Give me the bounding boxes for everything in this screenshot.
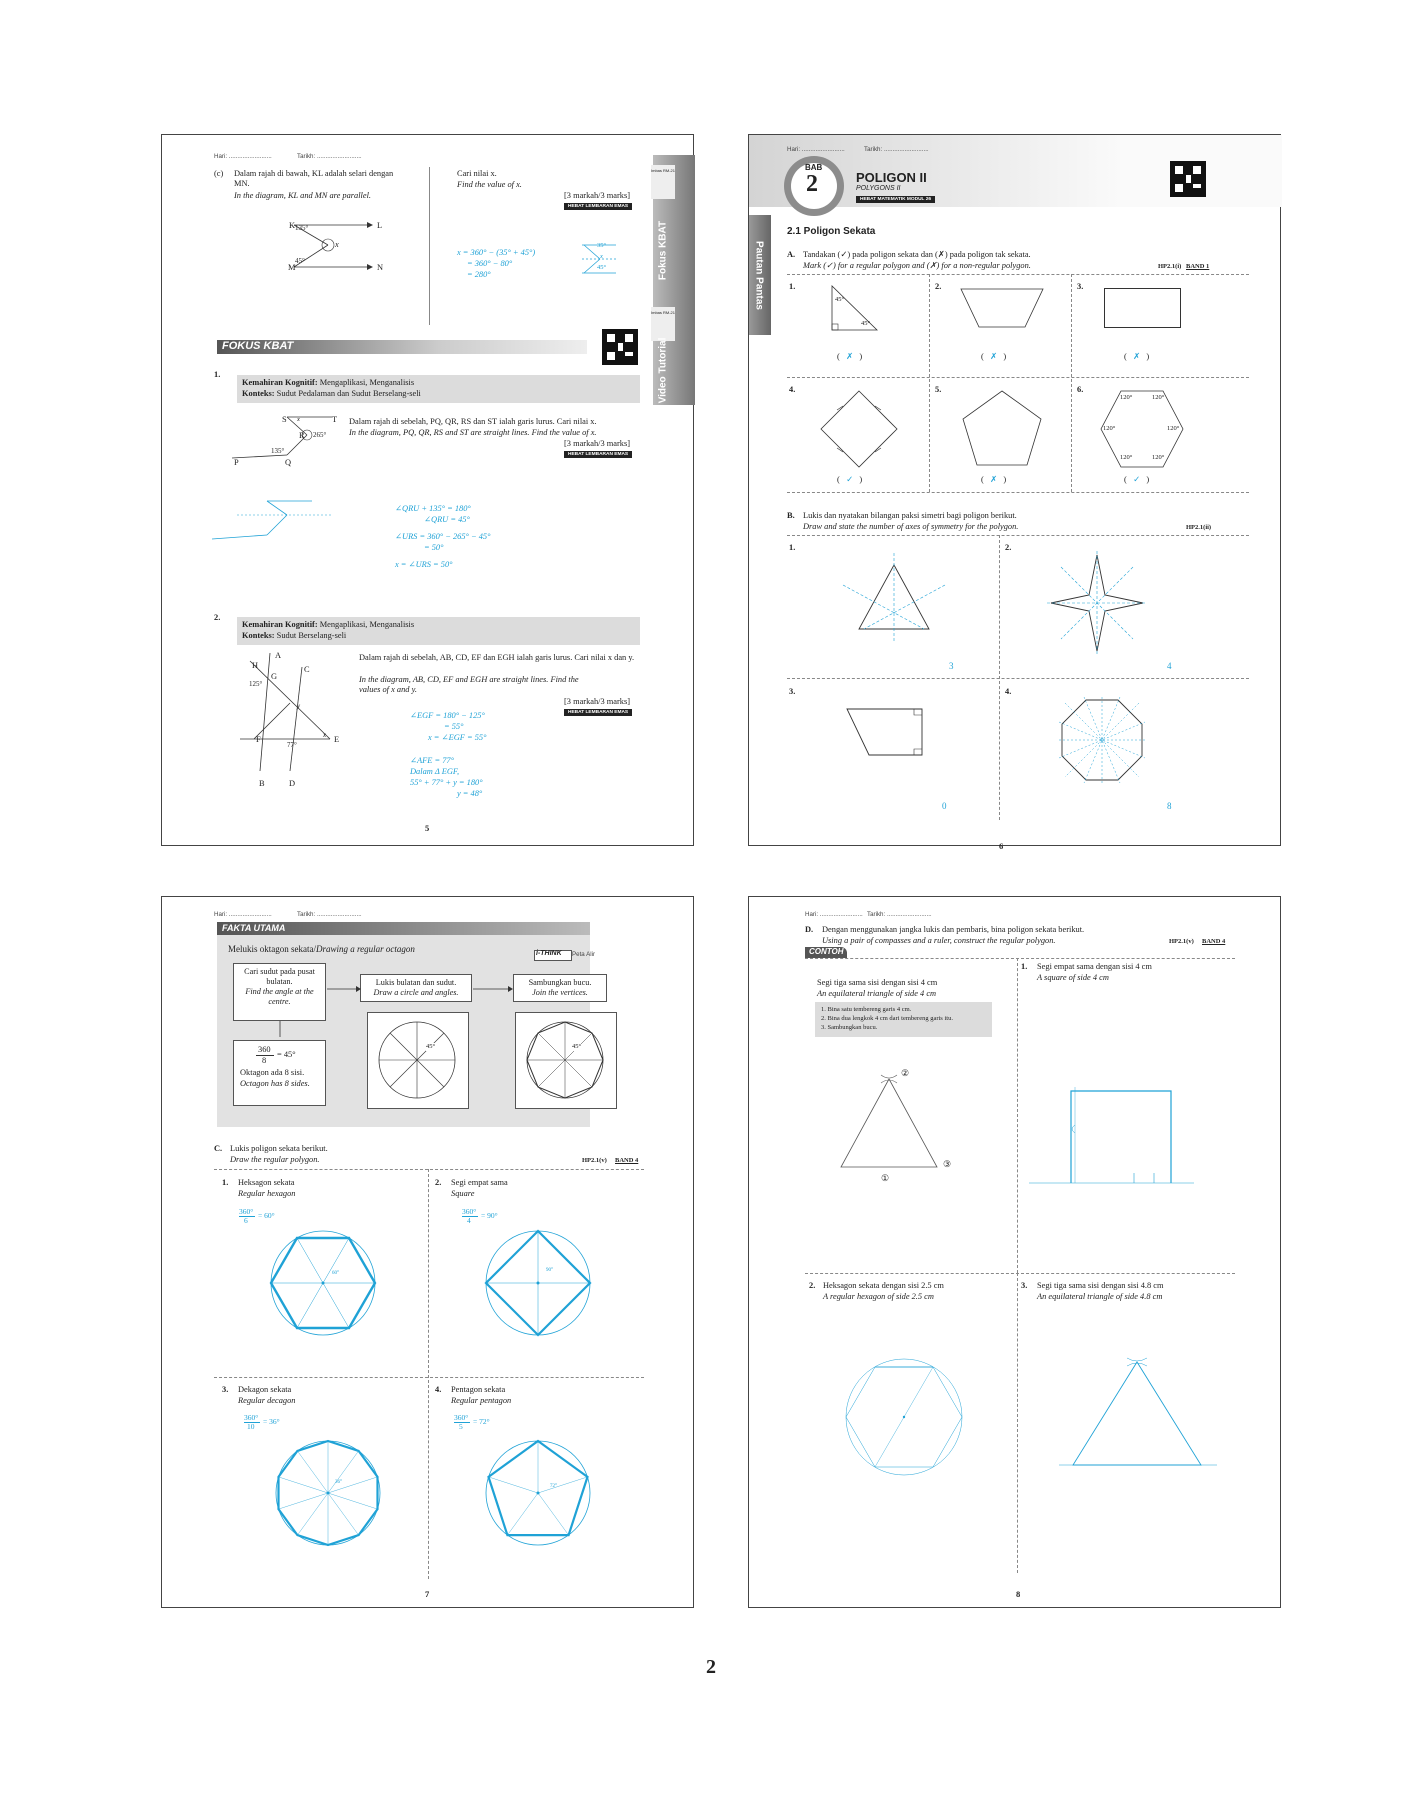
star-symmetry-figure xyxy=(1047,551,1147,655)
q1-answer-line5: x = ∠URS = 50° xyxy=(395,560,453,569)
q2-konteks-text: Sudut Berselang-seli xyxy=(276,631,347,640)
partD-band: BAND 4 xyxy=(1202,938,1226,945)
q2-text: Dalam rajah di sebelah, AB, CD, EF dan EGH ialah garis lurus. Cari nilai x dan y. xyxy=(359,653,635,662)
partB-item1-num: 1. xyxy=(789,543,796,552)
q1-kemahiran xyxy=(242,378,414,388)
partC-item2-fig-angle: 90° xyxy=(546,1268,553,1273)
imbas-tag: Imbas RM-21 xyxy=(651,165,675,199)
q1-kemahiran-label: Kemahiran Kognitif: xyxy=(242,378,318,387)
partA-item6-mark: ✓ xyxy=(1133,475,1141,484)
partA-item6-num: 6. xyxy=(1077,385,1084,394)
q1-label-r: R xyxy=(299,431,305,440)
flow-box-3-text: Sambungkan bucu. xyxy=(528,978,592,987)
decagon-construction xyxy=(272,1437,384,1549)
imbas-tag-2: Imbas RM-21 xyxy=(651,307,675,341)
irregular-quad-figure xyxy=(844,705,934,765)
triangle-construction xyxy=(1059,1352,1219,1477)
label-k: K xyxy=(289,221,296,230)
tarikh-field: Tarikh: .......................... xyxy=(297,153,362,160)
flow-box-1-text: Cari sudut pada pusat bulatan. xyxy=(244,967,315,986)
partC-item1-frac-num: 360° xyxy=(239,1207,254,1216)
q2-kemahiran xyxy=(242,620,414,630)
divider xyxy=(787,274,1249,275)
chapter-title: POLIGON II xyxy=(856,170,927,185)
page-number: 8 xyxy=(1016,1589,1021,1599)
partC-item4-result: = 72° xyxy=(473,1417,490,1426)
q1-answer-line2: ∠QRU = 45° xyxy=(424,515,470,524)
flow-box-1-text-en: Find the angle at the centre. xyxy=(245,986,314,1006)
q1-kemahiran-text: Mengaplikasi, Menganalisis xyxy=(319,378,415,387)
partA-item5-mark: ✗ xyxy=(990,475,998,484)
partD-item1-name-en: A square of side 4 cm xyxy=(1037,973,1109,982)
bab-label: BAB xyxy=(805,163,823,172)
qr-code[interactable] xyxy=(1170,161,1206,197)
step-mark-3: ③ xyxy=(943,1159,952,1169)
question-c-find: Cari nilai x. xyxy=(457,169,497,178)
section-title: 2.1 Poligon Sekata xyxy=(787,226,876,237)
q2-kemahiran-label: Kemahiran Kognitif: xyxy=(242,620,318,629)
partA-item6-angle-bl: 120° xyxy=(1120,454,1133,461)
hari-field: Hari: ......................... xyxy=(805,911,863,918)
q1-text-en: In the diagram, PQ, QR, RS and ST are straight lines. Find the value of x. xyxy=(349,428,597,437)
hari-field: Hari: ......................... xyxy=(787,146,845,153)
flow-box-2-text: Lukis bulatan dan sudut. xyxy=(375,978,457,987)
partA-item1-mark: ✗ xyxy=(846,352,854,361)
partD-hp: HP2.1(v) xyxy=(1169,938,1194,945)
divider xyxy=(787,535,1249,536)
partD-item1-name: Segi empat sama dengan sisi 4 cm xyxy=(1037,962,1152,971)
q2-answer-line6: 55° + 77° + y = 180° xyxy=(410,778,483,787)
q1-konteks-text: Sudut Pedalaman dan Sudut Berselang-seli xyxy=(276,389,421,398)
hexagon-construction xyxy=(834,1355,974,1479)
step-2: 2. Bina dua lengkok 4 cm dari tembereng garis itu. xyxy=(821,1015,953,1022)
q2-konteks xyxy=(242,631,346,641)
partC-label: C. xyxy=(214,1144,223,1153)
hari-field: Hari: ......................... xyxy=(214,153,272,160)
flow-arrow-down xyxy=(275,1021,285,1041)
partC-item3-frac-den: 10 xyxy=(247,1422,255,1431)
partA-item4-mark: ✓ xyxy=(846,475,854,484)
q1-label-t: T xyxy=(332,415,338,424)
q2-text-en: In the diagram, AB, CD, EF and EGH are straight lines. Find the values of x and y. xyxy=(359,675,579,695)
partC-item1-name: Heksagon sekata xyxy=(238,1178,295,1187)
q1-answer-line4: = 50° xyxy=(424,543,444,552)
q1-badge: HEBAT LEMBARAN EMAS xyxy=(564,451,632,458)
page-number: 6 xyxy=(999,841,1004,851)
step-mark-1: ① xyxy=(881,1173,890,1183)
partB-item4-num: 4. xyxy=(1005,687,1012,696)
partD-item2-name: Heksagon sekata dengan sisi 2.5 cm xyxy=(823,1281,944,1290)
answer-c-line2: = 360° − 80° xyxy=(467,259,513,268)
q2-label-h: H xyxy=(252,661,259,670)
divider xyxy=(805,1273,1235,1274)
octagon-symmetry-figure xyxy=(1059,697,1145,783)
partD-label: D. xyxy=(805,925,814,934)
partA-item2-answer: ( ✗ ) xyxy=(981,352,1007,361)
modul-badge: HEBAT MATEMATIK MODUL 26 xyxy=(856,196,935,203)
q1-label-x: x xyxy=(297,416,300,423)
q2-answer-line2: = 55° xyxy=(444,722,464,731)
divider xyxy=(805,958,1235,959)
q1-label-135: 135° xyxy=(271,447,285,455)
divider xyxy=(1071,274,1072,492)
q2-label-g: G xyxy=(271,672,278,681)
partA-item4-answer: ( ✓ ) xyxy=(837,475,863,484)
divider xyxy=(214,1377,644,1378)
divider xyxy=(428,1169,429,1579)
chapter-number: 2 xyxy=(806,171,818,197)
page-number: 5 xyxy=(425,823,430,833)
q1-answer-diagram xyxy=(212,497,357,549)
flow-box-1 xyxy=(233,963,326,1021)
page-5 xyxy=(161,134,694,846)
partD-item1-num: 1. xyxy=(1021,962,1028,971)
question-c-label: (c) xyxy=(214,169,224,178)
tarikh-field: Tarikh: .......................... xyxy=(864,146,929,153)
ithink-label: i-THINK xyxy=(536,950,562,957)
partC-item3-num: 3. xyxy=(222,1385,229,1394)
partC-item4-fig-angle: 72° xyxy=(550,1484,557,1489)
partA-item1-angle2: 45° xyxy=(861,320,871,327)
partC-item2-frac-num: 360° xyxy=(462,1207,477,1216)
divider xyxy=(929,274,930,492)
partA-item6-angle-tl: 120° xyxy=(1120,394,1133,401)
step3-angle-label: 45° xyxy=(572,1043,582,1050)
step2-angle-label: 45° xyxy=(426,1043,436,1050)
partC-text: Lukis poligon sekata berikut. xyxy=(230,1144,328,1153)
partC-item4-name: Pentagon sekata xyxy=(451,1385,506,1394)
tab-video-tutorial[interactable] xyxy=(653,337,678,405)
partB-item2-num: 2. xyxy=(1005,543,1012,552)
divider xyxy=(999,535,1000,820)
partC-item4-num: 4. xyxy=(435,1385,442,1394)
partA-item1-angle1: 45° xyxy=(835,296,845,303)
partA-item3-num: 3. xyxy=(1077,282,1084,291)
partA-item6-angle-tr: 120° xyxy=(1152,394,1165,401)
q2-label-c: C xyxy=(304,665,310,674)
partC-item1-fig-angle: 60° xyxy=(332,1271,339,1276)
q1-konteks xyxy=(242,389,421,399)
partD-text-en: Using a pair of compasses and a ruler, construct the regular polygon. xyxy=(822,936,1056,945)
rectangle-shape xyxy=(1104,288,1181,328)
pentagon-shape xyxy=(957,387,1047,471)
circle-angles-figure xyxy=(372,1016,462,1104)
divider xyxy=(1017,1273,1018,1573)
sheet-number: 2 xyxy=(706,1656,716,1678)
q2-marks: [3 markah/3 marks] xyxy=(564,697,631,706)
question-c-text: Dalam rajah di bawah, KL adalah selari dengan MN. xyxy=(234,169,394,189)
partC-item2-num: 2. xyxy=(435,1178,442,1187)
fokus-kbat-title: FOKUS KBAT xyxy=(222,340,294,352)
question-c-find-en: Find the value of x. xyxy=(457,180,522,189)
q2-label-a: A xyxy=(275,651,282,660)
q2-answer-line7: y = 48° xyxy=(457,789,483,798)
partD-item3-num: 3. xyxy=(1021,1281,1028,1290)
q1-konteks-label: Konteks: xyxy=(242,389,275,398)
q1-number: 1. xyxy=(214,370,221,379)
example-title: Segi tiga sama sisi dengan sisi 4 cm xyxy=(817,978,938,987)
partA-item6-answer: ( ✓ ) xyxy=(1124,475,1150,484)
q2-answer-line3: x = ∠EGF = 55° xyxy=(428,733,487,742)
partA-text-en: Mark (✓) for a regular polygon and (✗) for a non-regular polygon. xyxy=(803,261,1031,270)
label-45: 45° xyxy=(295,257,305,265)
partC-band: BAND 4 xyxy=(615,1157,639,1164)
q2-answer-line5: Dalam Δ EGF, xyxy=(410,767,460,776)
partD-item3-name: Segi tiga sama sisi dengan sisi 4.8 cm xyxy=(1037,1281,1164,1290)
fakta-heading-my: Melukis oktagon sekata/ xyxy=(228,944,316,954)
partB-text-en: Draw and state the number of axes of symmetry for the polygon. xyxy=(803,522,1019,531)
partA-hp: HP2.1(i) xyxy=(1158,263,1182,270)
partA-item1-num: 1. xyxy=(789,282,796,291)
partC-item3-frac-num: 360° xyxy=(244,1413,259,1422)
partC-item2-result: = 90° xyxy=(481,1211,498,1220)
q2-answer-line4: ∠AFE = 77° xyxy=(410,756,454,765)
calc-text-en: Octagon has 8 sides. xyxy=(240,1079,310,1088)
label-l: L xyxy=(377,221,383,230)
calc-denominator: 8 xyxy=(262,1056,267,1065)
q2-label-y: y xyxy=(297,702,301,710)
partB-hp: HP2.1(ii) xyxy=(1186,524,1212,531)
partA-item2-num: 2. xyxy=(935,282,942,291)
partD-item2-num: 2. xyxy=(809,1281,816,1290)
q2-number: 2. xyxy=(214,613,221,622)
q2-konteks-label: Konteks: xyxy=(242,631,275,640)
q1-answer-line3: ∠URS = 360° − 265° − 45° xyxy=(395,532,491,541)
divider xyxy=(429,167,430,325)
divider xyxy=(787,377,1249,378)
fakta-heading xyxy=(228,944,415,955)
divider xyxy=(787,678,1249,679)
tab-pautan-pantas-label: Pautan Pantas xyxy=(753,241,765,310)
answer-c-x: x xyxy=(600,253,603,260)
partC-item1-name-en: Regular hexagon xyxy=(238,1189,296,1198)
flow-box-3 xyxy=(513,974,607,1002)
tarikh-field: Tarikh: .......................... xyxy=(867,911,932,918)
tarikh-field: Tarikh: .......................... xyxy=(297,911,362,918)
hexagon-construction xyxy=(267,1227,379,1339)
divider xyxy=(1017,958,1018,1273)
q2-answer-line1: ∠EGF = 180° − 125° xyxy=(410,711,485,720)
answer-c-35: 35° xyxy=(597,242,607,249)
qr-code[interactable] xyxy=(602,329,638,365)
partA-item5-num: 5. xyxy=(935,385,942,394)
trapezium-shape xyxy=(957,285,1047,333)
divider xyxy=(214,1169,644,1170)
square-construction xyxy=(482,1227,594,1339)
q2-label-e: E xyxy=(334,735,340,744)
marks: [3 markah/3 marks] xyxy=(564,191,631,200)
partB-item2-answer: 4 xyxy=(1167,661,1172,671)
tab-video-tutorial-label: Video Tutorial xyxy=(657,337,669,404)
partB-item1-answer: 3 xyxy=(949,661,954,671)
label-n: N xyxy=(377,263,384,272)
partC-item4-frac-num: 360° xyxy=(454,1413,469,1422)
partC-item2-name-en: Square xyxy=(451,1189,475,1198)
q1-label-p: P xyxy=(234,458,239,467)
q2-label-125: 125° xyxy=(249,680,263,688)
partA-item3-mark: ✗ xyxy=(1133,352,1141,361)
question-c-text-en: In the diagram, KL and MN are parallel. xyxy=(234,191,372,200)
step-mark-2: ② xyxy=(901,1068,910,1078)
label-x: x xyxy=(335,240,339,249)
flow-box-2-text-en: Draw a circle and angles. xyxy=(373,987,459,997)
example-title-en: An equilateral triangle of side 4 cm xyxy=(817,989,937,998)
calc-result: = 45° xyxy=(277,1050,296,1059)
q1-label-s: S xyxy=(282,415,287,424)
triangle-shape xyxy=(829,282,889,334)
tab-pautan-pantas[interactable] xyxy=(749,215,771,335)
partB-item4-answer: 8 xyxy=(1167,801,1172,811)
triangle-symmetry-figure xyxy=(839,547,949,645)
partA-item6-angle-br: 120° xyxy=(1152,454,1165,461)
partA-band: BAND 1 xyxy=(1186,263,1210,270)
label-m: M xyxy=(288,263,296,272)
page-number: 7 xyxy=(425,1589,430,1599)
partC-item3-name-en: Regular decagon xyxy=(238,1396,296,1405)
partC-item2-name: Segi empat sama xyxy=(451,1178,508,1187)
tab-fokus-kbat-label: Fokus KBAT xyxy=(657,220,669,281)
label-135: 135° xyxy=(295,224,309,232)
partC-item4-name-en: Regular pentagon xyxy=(451,1396,512,1405)
partC-text-en: Draw the regular polygon. xyxy=(230,1155,320,1164)
contoh-label: CONTOH xyxy=(809,947,844,956)
partC-item3-result: = 36° xyxy=(263,1417,280,1426)
square-construction xyxy=(1029,1085,1199,1195)
partC-item1-num: 1. xyxy=(222,1178,229,1187)
divider xyxy=(787,492,1249,493)
partA-item6-angle-r: 120° xyxy=(1167,425,1180,432)
tab-fokus-kbat[interactable] xyxy=(653,200,678,310)
fakta-title: FAKTA UTAMA xyxy=(222,923,286,933)
partB-text: Lukis dan nyatakan bilangan paksi simetri bagi poligon berikut. xyxy=(803,511,1017,520)
partB-item3-answer: 0 xyxy=(942,801,947,811)
partC-item1-frac-den: 6 xyxy=(244,1216,248,1225)
q2-label-x: x xyxy=(323,731,327,739)
partA-label: A. xyxy=(787,250,796,259)
calc-text: Oktagon ada 8 sisi. xyxy=(240,1068,305,1077)
q1-answer-line1: ∠QRU + 135° = 180° xyxy=(395,504,471,513)
page-8 xyxy=(748,896,1281,1608)
page-7 xyxy=(161,896,694,1608)
partA-item2-mark: ✗ xyxy=(990,352,998,361)
q1-label-q: Q xyxy=(285,458,292,467)
partD-item3-name-en: An equilateral triangle of side 4.8 cm xyxy=(1037,1292,1163,1301)
chapter-subtitle: POLYGONS II xyxy=(856,185,901,192)
partB-item3-num: 3. xyxy=(789,687,796,696)
q2-label-d: D xyxy=(289,779,296,788)
q2-badge: HEBAT LEMBARAN EMAS xyxy=(564,709,632,716)
partC-item3-fig-angle: 36° xyxy=(335,1480,342,1485)
peta-alir-label: Peta Alir xyxy=(572,951,596,958)
partA-item1-answer: ( ✗ ) xyxy=(837,352,863,361)
partB-label: B. xyxy=(787,511,795,520)
calc-numerator: 360 xyxy=(258,1045,271,1054)
answer-c-line1: x = 360° − (35° + 45°) xyxy=(457,248,536,257)
q2-kemahiran-text: Mengaplikasi, Menganalisis xyxy=(319,620,415,629)
page-6 xyxy=(748,134,1281,851)
answer-c-line3: = 280° xyxy=(467,270,491,279)
q2-label-f: F xyxy=(256,735,261,744)
flow-box-3-text-en: Join the vertices. xyxy=(532,987,588,997)
partC-item3-name: Dekagon sekata xyxy=(238,1385,292,1394)
rhombus-shape xyxy=(817,387,901,471)
q1-label-265: 265° xyxy=(313,431,327,439)
equilateral-triangle-construction xyxy=(829,1067,979,1187)
partD-item2-name-en: A regular hexagon of side 2.5 cm xyxy=(823,1292,934,1301)
q2-label-77: 77° xyxy=(287,741,297,749)
partC-item4-frac-den: 5 xyxy=(459,1422,463,1431)
partD-text: Dengan menggunakan jangka lukis dan pembaris, bina poligon sekata berikut. xyxy=(822,925,1085,934)
q2-label-b: B xyxy=(259,779,265,788)
fakta-heading-en: Drawing a regular octagon xyxy=(315,944,415,954)
partA-item4-num: 4. xyxy=(789,385,796,394)
octagon-construction-figure xyxy=(520,1016,610,1104)
partA-item3-answer: ( ✗ ) xyxy=(1124,352,1150,361)
hari-field: Hari: ......................... xyxy=(214,911,272,918)
partC-hp: HP2.1(v) xyxy=(582,1157,607,1164)
partC-item1-result: = 60° xyxy=(258,1211,275,1220)
q1-text: Dalam rajah di sebelah, PQ, QR, RS dan ST ialah garis lurus. Cari nilai x. xyxy=(349,417,597,426)
answer-c-45: 45° xyxy=(597,264,607,271)
partC-item2-frac-den: 4 xyxy=(467,1216,471,1225)
partA-text: Tandakan (✓) pada poligon sekata dan (✗) pada poligon tak sekata. xyxy=(803,250,1031,259)
badge: HEBAT LEMBARAN EMAS xyxy=(564,203,632,210)
step-1: 1. Bina satu tembereng garis 4 cm. xyxy=(821,1006,912,1013)
partA-item6-angle-l: 120° xyxy=(1103,425,1116,432)
partA-item5-answer: ( ✗ ) xyxy=(981,475,1007,484)
pentagon-construction xyxy=(482,1437,594,1549)
step-3: 3. Sambungkan bucu. xyxy=(821,1024,878,1031)
q1-marks: [3 markah/3 marks] xyxy=(564,439,631,448)
